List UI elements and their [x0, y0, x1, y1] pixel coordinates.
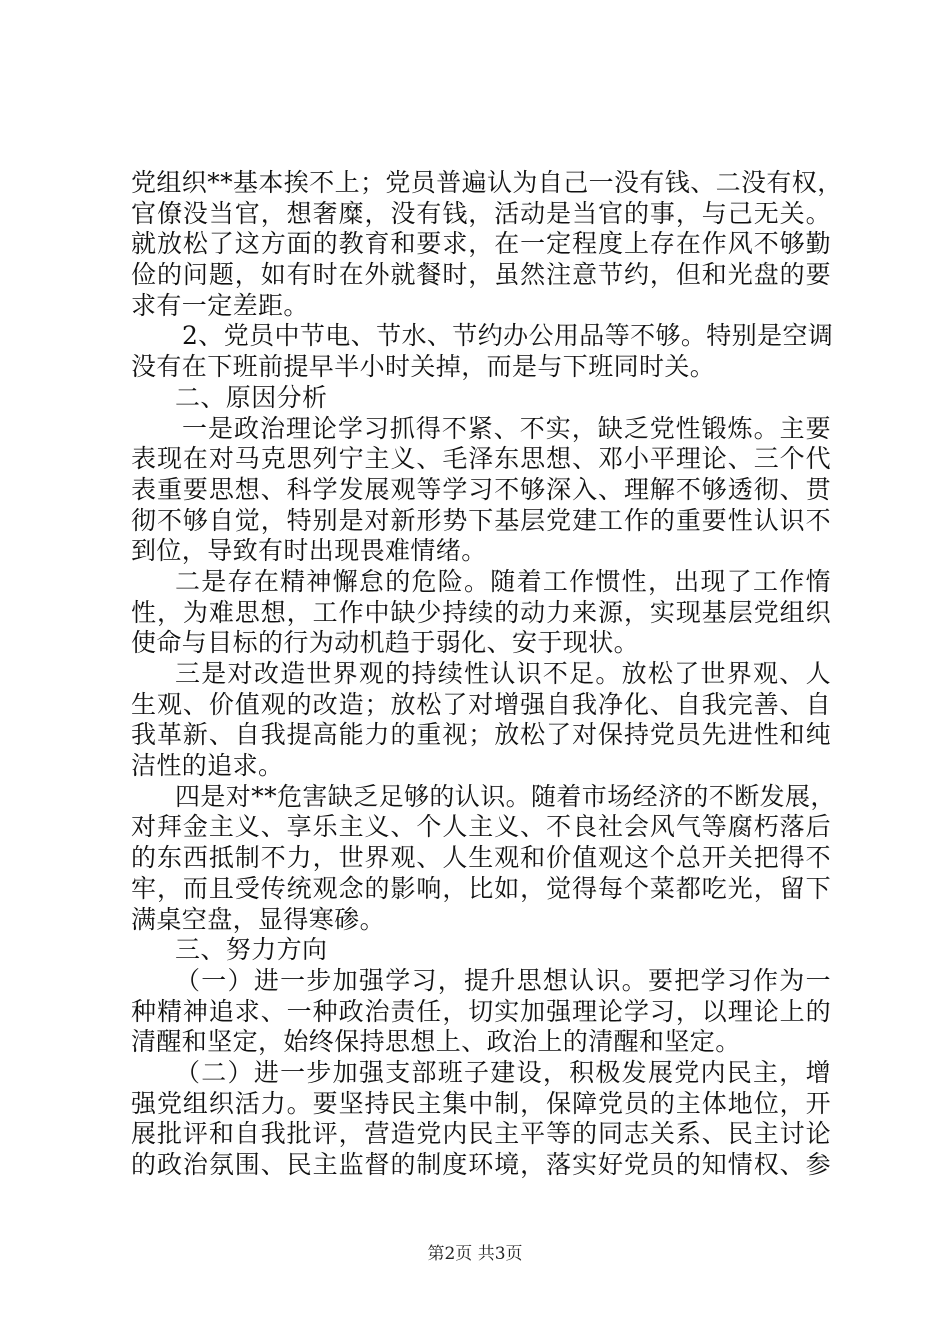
text-line: 生观、价值观的改造；放松了对增强自我净化、自我完善、自 — [131, 689, 831, 719]
text-line: 我革新、自我提高能力的重视；放松了对保持党员先进性和纯 — [131, 720, 831, 750]
text-line: 党组织**基本挨不上；党员普遍认为自己一没有钱、二没有权， — [131, 168, 843, 197]
text-line: 对拜金主义、享乐主义、个人主义、不良社会风气等腐朽落后 — [131, 812, 831, 842]
text-line: 求有一定差距。 — [131, 290, 309, 320]
text-line: （二）进一步加强支部班子建设，积极发展党内民主，增 — [175, 1057, 831, 1087]
text-line: 的东西抵制不力，世界观、人生观和价值观这个总开关把得不 — [131, 843, 831, 873]
text-line: 二、原因分析 — [175, 382, 328, 412]
text-line: 一是政治理论学习抓得不紧、不实，缺乏党性锻炼。主要 — [182, 413, 831, 443]
text-line: 没有在下班前提早半小时关掉，而是与下班同时关。 — [131, 352, 716, 382]
text-line: 2、党员中节电、节水、节约办公用品等不够。特别是空调 — [182, 321, 834, 351]
text-line: 使命与目标的行为动机趋于弱化、安于现状。 — [131, 628, 640, 658]
text-line: 到位，导致有时出现畏难情绪。 — [131, 536, 487, 566]
document-body — [131, 168, 843, 1181]
text-line: 表现在对马克思列宁主义、毛泽东思想、邓小平理论、三个代 — [131, 444, 831, 474]
text-line: 彻不够自觉，特别是对新形势下基层党建工作的重要性认识不 — [131, 505, 831, 535]
text-line: 种精神追求、一种政治责任，切实加强理论学习，以理论上的 — [131, 996, 831, 1026]
text-line: 满桌空盘，显得寒碜。 — [131, 904, 386, 934]
text-line: 性，为难思想，工作中缺少持续的动力来源，实现基层党组织 — [131, 597, 831, 627]
text-line: 俭的问题，如有时在外就餐时，虽然注意节约，但和光盘的要 — [131, 260, 831, 290]
text-line: 四是对**危害缺乏足够的认识。随着市场经济的不断发展， — [175, 781, 836, 811]
text-line: 牢，而且受传统观念的影响，比如，觉得每个菜都吃光，留下 — [131, 873, 831, 903]
text-line: 三、努力方向 — [175, 935, 328, 965]
page-footer: 第2页 共3页 — [427, 1244, 523, 1264]
text-line: 洁性的追求。 — [131, 751, 284, 781]
text-line: 三是对改造世界观的持续性认识不足。放松了世界观、人 — [175, 659, 831, 688]
text-line: 就放松了这方面的教育和要求，在一定程度上存在作风不够勤 — [131, 229, 831, 259]
text-line: 二是存在精神懈怠的危险。随着工作惯性，出现了工作惰 — [175, 566, 831, 596]
text-line: 官僚没当官，想奢糜，没有钱，活动是当官的事，与己无关。 — [131, 198, 831, 228]
text-line: 的政治氛围、民主监督的制度环境，落实好党员的知情权、参 — [131, 1150, 831, 1179]
text-line: 表重要思想、科学发展观等学习不够深入、理解不够透彻、贯 — [131, 474, 831, 504]
text-line: 强党组织活力。要坚持民主集中制，保障党员的主体地位，开 — [131, 1088, 831, 1118]
text-line: 清醒和坚定，始终保持思想上、政治上的清醒和坚定。 — [131, 1027, 741, 1057]
text-line: 展批评和自我批评，营造党内民主平等的同志关系、民主讨论 — [131, 1119, 831, 1149]
text-line: （一）进一步加强学习，提升思想认识。要把学习作为一 — [175, 965, 831, 995]
